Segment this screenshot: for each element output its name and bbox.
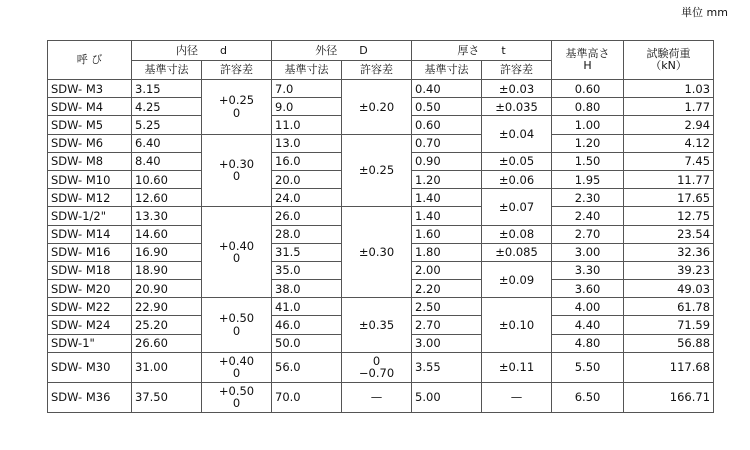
cell-load: 7.45: [624, 152, 714, 170]
table-row: [48, 80, 714, 98]
cell-load: 17.65: [624, 189, 714, 207]
cell-load: 2.94: [624, 116, 714, 134]
cell-d: 8.40: [132, 152, 202, 170]
cell-D-tolerance: ±0.30: [342, 207, 412, 298]
cell-D: 50.0: [272, 334, 342, 352]
cell-d: 25.20: [132, 316, 202, 334]
cell-H: 2.70: [552, 225, 624, 243]
cell-d: 26.60: [132, 334, 202, 352]
cell-t: 2.50: [412, 298, 482, 316]
cell-H: 2.30: [552, 189, 624, 207]
cell-d: 22.90: [132, 298, 202, 316]
cell-D-tolerance: ±0.35: [342, 298, 412, 353]
cell-d: 13.30: [132, 207, 202, 225]
table-row: [48, 352, 714, 382]
cell-D: 56.0: [272, 352, 342, 382]
cell-name: SDW- M4: [48, 98, 132, 116]
cell-H: 4.00: [552, 298, 624, 316]
cell-t-tolerance: ±0.04: [482, 116, 552, 152]
cell-d-tolerance: +0.30 0: [202, 134, 272, 207]
cell-H: 4.80: [552, 334, 624, 352]
cell-t-tolerance: —: [482, 382, 552, 412]
cell-load: 56.88: [624, 334, 714, 352]
cell-name: SDW- M3: [48, 80, 132, 98]
cell-t-tolerance: ±0.11: [482, 352, 552, 382]
cell-t-tolerance: ±0.03: [482, 80, 552, 98]
cell-name: SDW- M16: [48, 243, 132, 261]
cell-load: 32.36: [624, 243, 714, 261]
header-name: 呼 び: [48, 41, 132, 80]
cell-load: 1.77: [624, 98, 714, 116]
cell-H: 0.60: [552, 80, 624, 98]
cell-load: 61.78: [624, 298, 714, 316]
cell-load: 39.23: [624, 261, 714, 279]
header-t-tolerance: 許容差: [482, 61, 552, 80]
cell-t: 0.40: [412, 80, 482, 98]
cell-t-tolerance: ±0.06: [482, 170, 552, 188]
cell-t: 0.50: [412, 98, 482, 116]
cell-H: 1.50: [552, 152, 624, 170]
cell-load: 71.59: [624, 316, 714, 334]
cell-D-tolerance: 0 −0.70: [342, 352, 412, 382]
cell-D-tolerance: ±0.25: [342, 134, 412, 207]
cell-d-tolerance: +0.40 0: [202, 207, 272, 298]
cell-d: 18.90: [132, 261, 202, 279]
cell-t: 1.20: [412, 170, 482, 188]
table-row: [48, 207, 714, 225]
cell-d: 16.90: [132, 243, 202, 261]
cell-H: 3.60: [552, 280, 624, 298]
cell-name: SDW- M6: [48, 134, 132, 152]
cell-t-tolerance: ±0.07: [482, 189, 552, 225]
cell-t: 0.60: [412, 116, 482, 134]
cell-D: 20.0: [272, 170, 342, 188]
cell-D: 11.0: [272, 116, 342, 134]
cell-d-tolerance: +0.50 0: [202, 298, 272, 353]
cell-name: SDW- M8: [48, 152, 132, 170]
cell-t-tolerance: ±0.085: [482, 243, 552, 261]
header-thickness: 厚さ t: [412, 41, 552, 61]
table-row: [48, 134, 714, 152]
cell-d: 31.00: [132, 352, 202, 382]
cell-name: SDW-1": [48, 334, 132, 352]
cell-D: 38.0: [272, 280, 342, 298]
cell-H: 2.40: [552, 207, 624, 225]
cell-name: SDW-1/2": [48, 207, 132, 225]
header-t-basic: 基準寸法: [412, 61, 482, 80]
cell-D: 41.0: [272, 298, 342, 316]
cell-load: 4.12: [624, 134, 714, 152]
cell-name: SDW- M12: [48, 189, 132, 207]
cell-d: 6.40: [132, 134, 202, 152]
washer-spec-table: [47, 40, 714, 413]
cell-d: 4.25: [132, 98, 202, 116]
cell-H: 4.40: [552, 316, 624, 334]
cell-H: 1.00: [552, 116, 624, 134]
cell-name: SDW- M10: [48, 170, 132, 188]
cell-H: 3.30: [552, 261, 624, 279]
cell-D: 9.0: [272, 98, 342, 116]
cell-d: 20.90: [132, 280, 202, 298]
cell-name: SDW- M36: [48, 382, 132, 412]
cell-name: SDW- M22: [48, 298, 132, 316]
cell-load: 11.77: [624, 170, 714, 188]
cell-load: 166.71: [624, 382, 714, 412]
cell-D: 46.0: [272, 316, 342, 334]
cell-t: 1.60: [412, 225, 482, 243]
table-row: [48, 382, 714, 412]
table-row: [48, 298, 714, 316]
cell-t-tolerance: ±0.10: [482, 298, 552, 353]
cell-t: 3.55: [412, 352, 482, 382]
cell-d: 10.60: [132, 170, 202, 188]
cell-D: 13.0: [272, 134, 342, 152]
cell-d-tolerance: +0.40 0: [202, 352, 272, 382]
cell-D: 35.0: [272, 261, 342, 279]
cell-D: 7.0: [272, 80, 342, 98]
header-D-tolerance: 許容差: [342, 61, 412, 80]
cell-D: 26.0: [272, 207, 342, 225]
cell-name: SDW- M24: [48, 316, 132, 334]
cell-H: 1.20: [552, 134, 624, 152]
cell-H: 6.50: [552, 382, 624, 412]
cell-t: 0.70: [412, 134, 482, 152]
cell-H: 1.95: [552, 170, 624, 188]
header-std-height: 基準高さ H: [552, 41, 624, 80]
cell-name: SDW- M20: [48, 280, 132, 298]
cell-t: 2.70: [412, 316, 482, 334]
cell-load: 117.68: [624, 352, 714, 382]
cell-load: 12.75: [624, 207, 714, 225]
cell-t: 1.40: [412, 189, 482, 207]
cell-name: SDW- M14: [48, 225, 132, 243]
cell-H: 3.00: [552, 243, 624, 261]
cell-d: 14.60: [132, 225, 202, 243]
cell-d: 12.60: [132, 189, 202, 207]
header-d-basic: 基準寸法: [132, 61, 202, 80]
header-inner-diameter: 内径 d: [132, 41, 272, 61]
cell-name: SDW- M5: [48, 116, 132, 134]
cell-D: 70.0: [272, 382, 342, 412]
header-outer-diameter: 外径 D: [272, 41, 412, 61]
cell-name: SDW- M18: [48, 261, 132, 279]
cell-t-tolerance: ±0.08: [482, 225, 552, 243]
cell-H: 0.80: [552, 98, 624, 116]
cell-name: SDW- M30: [48, 352, 132, 382]
cell-d: 37.50: [132, 382, 202, 412]
header-test-load: 試験荷重 （kN）: [624, 41, 714, 80]
cell-d: 3.15: [132, 80, 202, 98]
cell-D: 28.0: [272, 225, 342, 243]
cell-H: 5.50: [552, 352, 624, 382]
cell-t: 1.80: [412, 243, 482, 261]
cell-t: 2.20: [412, 280, 482, 298]
cell-load: 49.03: [624, 280, 714, 298]
cell-t: 5.00: [412, 382, 482, 412]
cell-t: 1.40: [412, 207, 482, 225]
cell-d: 5.25: [132, 116, 202, 134]
cell-D: 16.0: [272, 152, 342, 170]
cell-t-tolerance: ±0.05: [482, 152, 552, 170]
cell-D: 24.0: [272, 189, 342, 207]
cell-t: 3.00: [412, 334, 482, 352]
header-D-basic: 基準寸法: [272, 61, 342, 80]
header-d-tolerance: 許容差: [202, 61, 272, 80]
cell-t-tolerance: ±0.035: [482, 98, 552, 116]
cell-D-tolerance: —: [342, 382, 412, 412]
cell-d-tolerance: +0.25 0: [202, 80, 272, 135]
cell-D: 31.5: [272, 243, 342, 261]
cell-t: 2.00: [412, 261, 482, 279]
cell-load: 23.54: [624, 225, 714, 243]
cell-t-tolerance: ±0.09: [482, 261, 552, 297]
cell-load: 1.03: [624, 80, 714, 98]
cell-t: 0.90: [412, 152, 482, 170]
cell-D-tolerance: ±0.20: [342, 80, 412, 135]
unit-label: 単位 mm: [681, 6, 728, 19]
cell-d-tolerance: +0.50 0: [202, 382, 272, 412]
